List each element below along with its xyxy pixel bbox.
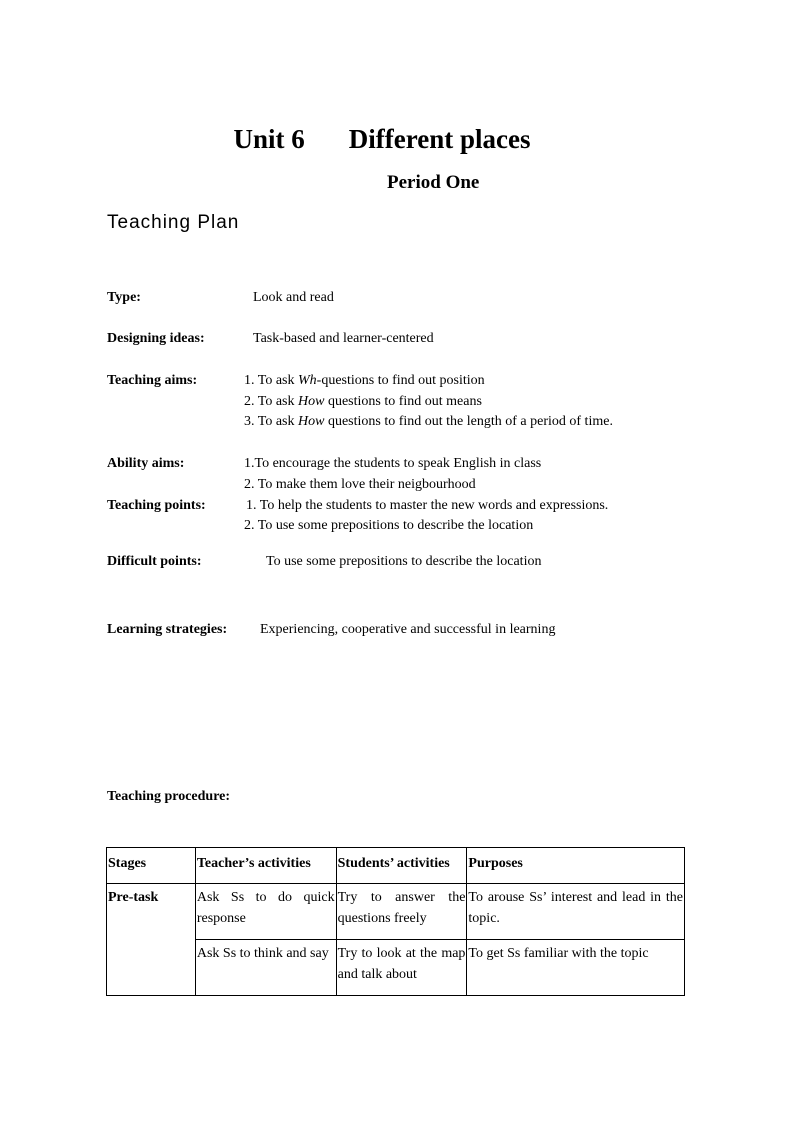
column-header: Stages xyxy=(107,848,196,884)
table-header-row xyxy=(107,848,685,884)
strategies-value: Experiencing, cooperative and successful in learning xyxy=(260,622,556,637)
section-heading: Teaching Plan xyxy=(107,212,240,233)
ability-item: 2. To make them love their neigbourhood xyxy=(244,477,476,492)
ability-label: Ability aims: xyxy=(107,456,185,471)
unit-number: Unit 6 xyxy=(233,124,305,154)
aim-item: 1. To ask Wh-questions to find out position xyxy=(244,373,485,388)
ability-item: 1.To encourage the students to speak English in class xyxy=(244,456,542,471)
teacher-activity-cell: Ask Ss to think and say xyxy=(195,940,336,996)
teacher-activity-cell: Ask Ss to do quick response xyxy=(195,884,336,940)
type-value: Look and read xyxy=(253,290,334,305)
purpose-cell: To get Ss familiar with the topic xyxy=(467,940,685,996)
procedure-table xyxy=(106,847,685,996)
difficult-label: Difficult points: xyxy=(107,554,202,569)
table-row xyxy=(107,884,685,940)
column-header: Teacher’s activities xyxy=(195,848,336,884)
student-activity-cell: Try to look at the map and talk about xyxy=(336,940,467,996)
page-title xyxy=(0,124,764,155)
student-activity-cell: Try to answer the questions freely xyxy=(336,884,467,940)
stage-cell: Pre-task xyxy=(107,884,196,996)
ideas-label: Designing ideas: xyxy=(107,331,205,346)
type-label: Type: xyxy=(107,290,141,305)
strategies-label: Learning strategies: xyxy=(107,622,228,637)
period-subtitle: Period One xyxy=(387,172,480,193)
column-header: Purposes xyxy=(467,848,685,884)
procedure-label: Teaching procedure: xyxy=(107,789,231,804)
column-header: Students’ activities xyxy=(336,848,467,884)
purpose-cell: To arouse Ss’ interest and lead in the topic. xyxy=(467,884,685,940)
aims-label: Teaching aims: xyxy=(107,373,198,388)
aim-item: 2. To ask How questions to find out means xyxy=(244,394,482,409)
difficult-value: To use some prepositions to describe the location xyxy=(266,554,542,569)
ideas-value: Task-based and learner-centered xyxy=(253,331,434,346)
point-item: 2. To use some prepositions to describe the location xyxy=(244,518,534,533)
point-item: 1. To help the students to master the new words and expressions. xyxy=(246,498,609,513)
unit-title: Different places xyxy=(348,124,531,154)
aim-item: 3. To ask How questions to find out the length of a period of time. xyxy=(244,414,613,429)
points-label: Teaching points: xyxy=(107,498,206,513)
